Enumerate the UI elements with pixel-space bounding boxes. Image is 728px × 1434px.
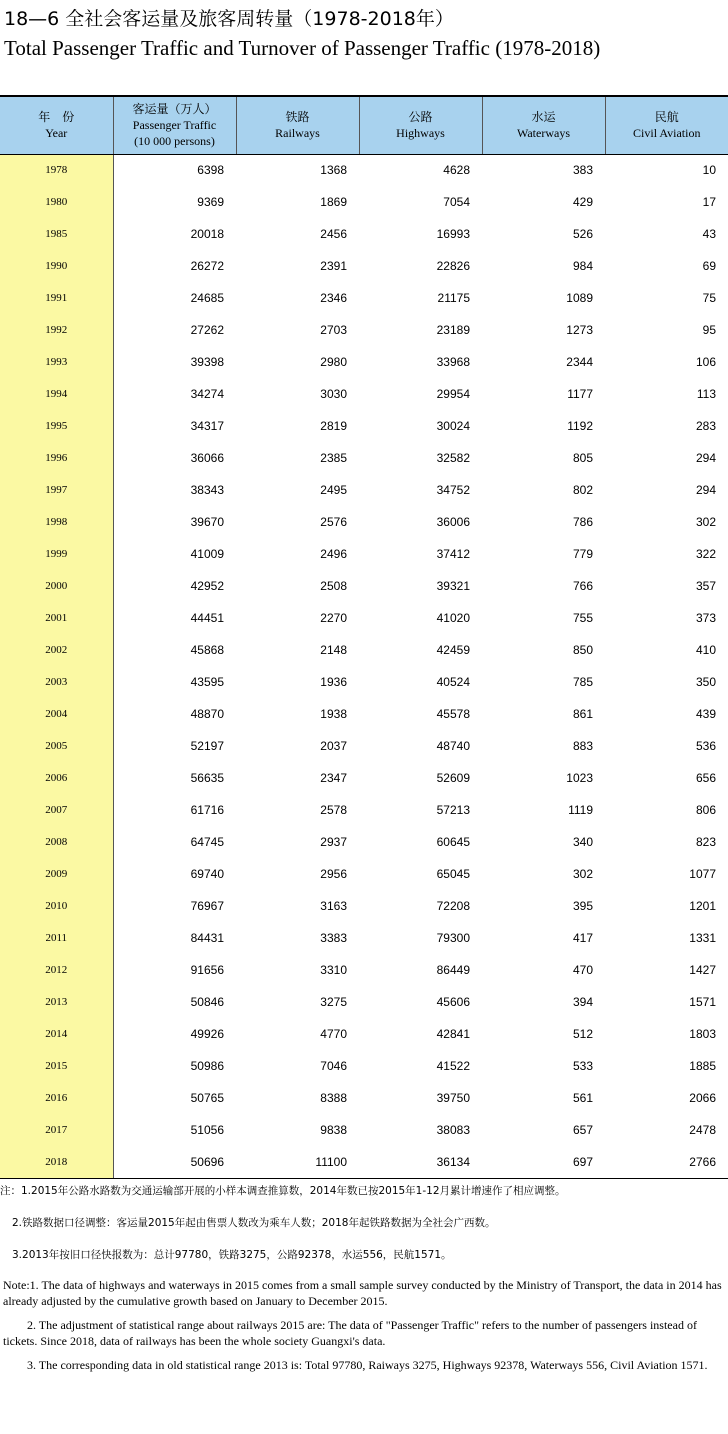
table-body bbox=[0, 154, 728, 1178]
cell-highways: 52609 bbox=[436, 771, 470, 785]
cell-passenger-traffic: 27262 bbox=[190, 323, 224, 337]
cell-highways: 79300 bbox=[436, 931, 470, 945]
cell-passenger-traffic: 50696 bbox=[113, 1146, 236, 1178]
table-row bbox=[0, 506, 728, 538]
cell-civil-aviation: 439 bbox=[695, 707, 716, 721]
table-row bbox=[0, 1114, 728, 1146]
cell-waterways: 1119 bbox=[568, 803, 593, 817]
cell-railways: 2956 bbox=[320, 867, 347, 881]
table-row bbox=[0, 634, 728, 666]
cell-passenger-traffic: 91656 bbox=[190, 963, 224, 977]
cell-waterways: 429 bbox=[572, 195, 593, 209]
cell-waterways: 1089 bbox=[566, 291, 593, 305]
cell-railways: 2346 bbox=[320, 291, 347, 305]
table-row bbox=[0, 730, 728, 762]
cell-highways: 45578 bbox=[436, 707, 470, 721]
table-row bbox=[0, 666, 728, 698]
cell-waterways: 861 bbox=[572, 707, 593, 721]
note-cn-1: 注：1.2015年公路水路数为交通运输部开展的小样本调查推算数，2014年数已按2015年1-12月累计增速作了相应调整。 bbox=[0, 1185, 566, 1197]
table-row bbox=[0, 218, 728, 250]
cell-passenger-traffic: 69740 bbox=[190, 867, 224, 881]
cell-civil-aviation: 1885 bbox=[689, 1059, 716, 1073]
cell-highways: 72208 bbox=[436, 899, 470, 913]
cell-railways: 2456 bbox=[320, 227, 347, 241]
cell-civil-aviation: 373 bbox=[695, 611, 716, 625]
cell-waterways: 470 bbox=[572, 963, 593, 977]
table-row bbox=[0, 378, 728, 410]
cell-railways: 2508 bbox=[320, 579, 347, 593]
header-highways-en: Highways bbox=[396, 126, 445, 141]
cell-waterways: 802 bbox=[572, 483, 593, 497]
table-row bbox=[0, 538, 728, 570]
cell-railways: 2576 bbox=[320, 515, 347, 529]
cell-waterways: 766 bbox=[572, 579, 593, 593]
header-year-en: Year bbox=[45, 126, 68, 141]
cell-passenger-traffic: 39670 bbox=[190, 515, 224, 529]
cell-passenger-traffic: 38343 bbox=[190, 483, 224, 497]
cell-civil-aviation: 95 bbox=[702, 323, 716, 337]
cell-highways: 60645 bbox=[436, 835, 470, 849]
cell-year: 1978 bbox=[0, 154, 113, 186]
cell-civil-aviation: 75 bbox=[702, 291, 716, 305]
cell-railways: 9838 bbox=[320, 1123, 347, 1137]
note-en-1: Note:1. The data of highways and waterways in 2015 comes from a small sample survey conducted by the Ministry of Transport, the data in 2014 has already adjusted by the cumulative growth based on January to December 2015. bbox=[3, 1278, 722, 1308]
cell-railways: 8388 bbox=[320, 1091, 347, 1105]
table-row bbox=[0, 858, 728, 890]
cell-civil-aviation: 656 bbox=[695, 771, 716, 785]
cell-passenger-traffic: 44451 bbox=[190, 611, 224, 625]
cell-railways: 3310 bbox=[320, 963, 347, 977]
cell-waterways: 1273 bbox=[566, 323, 593, 337]
cell-year: 1991 bbox=[0, 282, 113, 314]
cell-railways: 2148 bbox=[320, 643, 347, 657]
cell-passenger-traffic: 48870 bbox=[190, 707, 224, 721]
cell-waterways: 417 bbox=[572, 931, 593, 945]
cell-railways: 1938 bbox=[320, 707, 347, 721]
cell-waterways: 394 bbox=[572, 995, 593, 1009]
cell-passenger-traffic: 50846 bbox=[190, 995, 224, 1009]
cell-civil-aviation: 2066 bbox=[689, 1091, 716, 1105]
cell-civil-aviation: 322 bbox=[695, 547, 716, 561]
cell-civil-aviation: 823 bbox=[695, 835, 716, 849]
cell-passenger-traffic: 36066 bbox=[190, 451, 224, 465]
cell-civil-aviation: 69 bbox=[702, 259, 716, 273]
header-highways-cn: 公路 bbox=[408, 110, 433, 125]
cell-railways: 7046 bbox=[320, 1059, 347, 1073]
cell-civil-aviation: 2766 bbox=[605, 1146, 728, 1178]
cell-railways: 2037 bbox=[320, 739, 347, 753]
header-civil-aviation bbox=[605, 96, 728, 154]
cell-civil-aviation: 113 bbox=[696, 387, 716, 401]
cell-highways: 36134 bbox=[359, 1146, 482, 1178]
cell-waterways: 395 bbox=[572, 899, 593, 913]
table-row bbox=[0, 186, 728, 218]
cell-waterways: 512 bbox=[572, 1027, 593, 1041]
cell-year: 2011 bbox=[0, 922, 113, 954]
table-row bbox=[0, 762, 728, 794]
cell-highways: 30024 bbox=[436, 419, 470, 433]
cell-year: 2005 bbox=[0, 730, 113, 762]
table-row bbox=[0, 986, 728, 1018]
cell-highways: 7054 bbox=[443, 195, 470, 209]
cell-railways: 2270 bbox=[320, 611, 347, 625]
cell-railways: 3163 bbox=[320, 899, 347, 913]
cell-railways: 1936 bbox=[320, 675, 347, 689]
passenger-traffic-table bbox=[0, 95, 728, 1179]
cell-year: 2000 bbox=[0, 570, 113, 602]
cell-highways: 34752 bbox=[436, 483, 470, 497]
cell-passenger-traffic: 43595 bbox=[190, 675, 224, 689]
cell-civil-aviation: 350 bbox=[695, 675, 716, 689]
header-railways-cn: 铁路 bbox=[285, 110, 310, 125]
cell-passenger-traffic: 76967 bbox=[190, 899, 224, 913]
cell-year: 1990 bbox=[0, 250, 113, 282]
cell-highways: 37412 bbox=[436, 547, 470, 561]
cell-highways: 48740 bbox=[436, 739, 470, 753]
cell-waterways: 302 bbox=[572, 867, 593, 881]
cell-highways: 33968 bbox=[436, 355, 470, 369]
cell-year: 2003 bbox=[0, 666, 113, 698]
cell-civil-aviation: 43 bbox=[702, 227, 716, 241]
cell-passenger-traffic: 42952 bbox=[190, 579, 224, 593]
cell-civil-aviation: 1201 bbox=[689, 899, 716, 913]
header-year bbox=[0, 96, 113, 154]
header-passenger-traffic-unit: (10 000 persons) bbox=[134, 134, 215, 149]
cell-passenger-traffic: 34317 bbox=[190, 419, 224, 433]
table-row bbox=[0, 570, 728, 602]
cell-civil-aviation: 2478 bbox=[689, 1123, 716, 1137]
cell-highways: 23189 bbox=[436, 323, 470, 337]
cell-passenger-traffic: 20018 bbox=[190, 227, 224, 241]
cell-year: 1992 bbox=[0, 314, 113, 346]
page-title-en: Total Passenger Traffic and Turnover of Passenger Traffic (1978-2018) bbox=[4, 36, 601, 60]
cell-passenger-traffic: 6398 bbox=[197, 163, 224, 178]
cell-waterways: 561 bbox=[572, 1091, 593, 1105]
page-title-cn: 18—6 全社会客运量及旅客周转量（1978-2018年） bbox=[4, 8, 454, 30]
cell-year: 1994 bbox=[0, 378, 113, 410]
cell-railways: 3030 bbox=[320, 387, 347, 401]
cell-civil-aviation: 294 bbox=[695, 451, 716, 465]
cell-passenger-traffic: 41009 bbox=[190, 547, 224, 561]
cell-waterways: 657 bbox=[572, 1123, 593, 1137]
cell-year: 1999 bbox=[0, 538, 113, 570]
cell-passenger-traffic: 39398 bbox=[190, 355, 224, 369]
cell-waterways: 1023 bbox=[566, 771, 593, 785]
note-en-2: 2. The adjustment of statistical range about railways 2015 are: The data of "Passenger Traffic" refers to the number of passengers instead of tickets. Since 2018, data of railways has been the whole society Guangxi's data. bbox=[3, 1318, 697, 1348]
cell-year: 2018 bbox=[0, 1146, 113, 1178]
header-passenger-traffic-en: Passenger Traffic bbox=[132, 118, 217, 133]
cell-passenger-traffic: 34274 bbox=[190, 387, 224, 401]
cell-waterways: 984 bbox=[572, 259, 593, 273]
cell-passenger-traffic: 49926 bbox=[190, 1027, 224, 1041]
cell-year: 1997 bbox=[0, 474, 113, 506]
table-row bbox=[0, 282, 728, 314]
cell-highways: 29954 bbox=[436, 387, 470, 401]
cell-year: 1993 bbox=[0, 346, 113, 378]
cell-railways: 1368 bbox=[320, 163, 347, 178]
cell-highways: 57213 bbox=[436, 803, 470, 817]
table-row bbox=[0, 1082, 728, 1114]
cell-passenger-traffic: 84431 bbox=[190, 931, 224, 945]
header-highways bbox=[359, 96, 482, 154]
table-row bbox=[0, 314, 728, 346]
cell-passenger-traffic: 9369 bbox=[197, 195, 224, 209]
table-row bbox=[0, 954, 728, 986]
notes-chinese bbox=[0, 1183, 726, 1279]
cell-waterways: 2344 bbox=[566, 355, 593, 369]
header-civil-aviation-en: Civil Aviation bbox=[633, 126, 701, 141]
cell-year: 1996 bbox=[0, 442, 113, 474]
header-civil-aviation-cn: 民航 bbox=[654, 110, 679, 125]
cell-year: 2001 bbox=[0, 602, 113, 634]
header-railways bbox=[236, 96, 359, 154]
table-row bbox=[0, 826, 728, 858]
header-waterways bbox=[482, 96, 605, 154]
header-year-cn: 年 份 bbox=[38, 110, 75, 125]
cell-year: 2016 bbox=[0, 1082, 113, 1114]
table-row bbox=[0, 346, 728, 378]
table-row bbox=[0, 1050, 728, 1082]
cell-highways: 42459 bbox=[436, 643, 470, 657]
cell-passenger-traffic: 51056 bbox=[190, 1123, 224, 1137]
cell-civil-aviation: 283 bbox=[695, 419, 716, 433]
header-passenger-traffic bbox=[113, 96, 236, 154]
table-row bbox=[0, 474, 728, 506]
header-railways-en: Railways bbox=[275, 126, 320, 141]
cell-highways: 32582 bbox=[436, 451, 470, 465]
cell-highways: 42841 bbox=[436, 1027, 470, 1041]
cell-waterways: 340 bbox=[572, 835, 593, 849]
table-row bbox=[0, 922, 728, 954]
cell-highways: 45606 bbox=[436, 995, 470, 1009]
cell-highways: 86449 bbox=[436, 963, 470, 977]
table-row bbox=[0, 698, 728, 730]
cell-year: 2017 bbox=[0, 1114, 113, 1146]
cell-highways: 41522 bbox=[436, 1059, 470, 1073]
cell-railways: 2347 bbox=[320, 771, 347, 785]
cell-year: 2008 bbox=[0, 826, 113, 858]
cell-waterways: 785 bbox=[572, 675, 593, 689]
cell-railways: 2391 bbox=[320, 259, 347, 273]
header-waterways-cn: 水运 bbox=[531, 110, 556, 125]
cell-civil-aviation: 10 bbox=[702, 163, 716, 178]
cell-railways: 2937 bbox=[320, 835, 347, 849]
table-row bbox=[0, 794, 728, 826]
cell-civil-aviation: 1571 bbox=[689, 995, 716, 1009]
cell-civil-aviation: 1427 bbox=[689, 963, 716, 977]
cell-waterways: 383 bbox=[572, 163, 593, 178]
table-row bbox=[0, 890, 728, 922]
cell-civil-aviation: 106 bbox=[695, 355, 716, 369]
cell-highways: 39750 bbox=[436, 1091, 470, 1105]
header-passenger-traffic-cn: 客运量（万人） bbox=[132, 102, 217, 117]
cell-civil-aviation: 294 bbox=[695, 483, 716, 497]
cell-civil-aviation: 806 bbox=[695, 803, 716, 817]
cell-civil-aviation: 17 bbox=[702, 195, 716, 209]
cell-highways: 21175 bbox=[437, 291, 470, 305]
cell-waterways: 805 bbox=[572, 451, 593, 465]
cell-year: 2009 bbox=[0, 858, 113, 890]
cell-civil-aviation: 302 bbox=[695, 515, 716, 529]
cell-passenger-traffic: 61716 bbox=[190, 803, 224, 817]
cell-year: 2007 bbox=[0, 794, 113, 826]
cell-highways: 38083 bbox=[436, 1123, 470, 1137]
cell-year: 2015 bbox=[0, 1050, 113, 1082]
cell-civil-aviation: 1331 bbox=[689, 931, 716, 945]
cell-passenger-traffic: 50765 bbox=[190, 1091, 224, 1105]
cell-year: 1980 bbox=[0, 186, 113, 218]
notes-english bbox=[0, 1277, 724, 1381]
cell-year: 2014 bbox=[0, 1018, 113, 1050]
cell-highways: 40524 bbox=[436, 675, 470, 689]
cell-highways: 41020 bbox=[436, 611, 470, 625]
note-cn-2: 2.铁路数据口径调整：客运量2015年起由售票人数改为乘车人数；2018年起铁路数据为全社会广西数。 bbox=[12, 1217, 496, 1229]
cell-waterways: 697 bbox=[482, 1146, 605, 1178]
cell-passenger-traffic: 50986 bbox=[190, 1059, 224, 1073]
cell-civil-aviation: 410 bbox=[695, 643, 716, 657]
cell-railways: 3383 bbox=[320, 931, 347, 945]
cell-waterways: 533 bbox=[572, 1059, 593, 1073]
cell-highways: 39321 bbox=[436, 579, 470, 593]
cell-year: 1985 bbox=[0, 218, 113, 250]
table-row bbox=[0, 154, 728, 186]
cell-highways: 4628 bbox=[443, 163, 470, 178]
cell-year: 2010 bbox=[0, 890, 113, 922]
cell-railways: 4770 bbox=[320, 1027, 347, 1041]
cell-waterways: 1177 bbox=[567, 387, 593, 401]
cell-waterways: 526 bbox=[572, 227, 593, 241]
cell-highways: 22826 bbox=[436, 259, 470, 273]
cell-waterways: 786 bbox=[572, 515, 593, 529]
cell-passenger-traffic: 45868 bbox=[190, 643, 224, 657]
table-row bbox=[0, 1146, 728, 1178]
cell-railways: 2495 bbox=[320, 483, 347, 497]
cell-passenger-traffic: 52197 bbox=[190, 739, 224, 753]
cell-civil-aviation: 1803 bbox=[689, 1027, 716, 1041]
table-header-row bbox=[0, 96, 728, 154]
cell-railways: 2819 bbox=[320, 419, 347, 433]
table-row bbox=[0, 410, 728, 442]
cell-railways: 2703 bbox=[320, 323, 347, 337]
cell-highways: 65045 bbox=[436, 867, 470, 881]
cell-year: 1998 bbox=[0, 506, 113, 538]
table-row bbox=[0, 602, 728, 634]
table-row bbox=[0, 442, 728, 474]
cell-passenger-traffic: 26272 bbox=[190, 259, 224, 273]
cell-year: 2012 bbox=[0, 954, 113, 986]
cell-railways: 2385 bbox=[320, 451, 347, 465]
cell-railways: 3275 bbox=[320, 995, 347, 1009]
cell-passenger-traffic: 64745 bbox=[190, 835, 224, 849]
cell-railways: 1869 bbox=[320, 195, 347, 209]
cell-year: 2002 bbox=[0, 634, 113, 666]
cell-railways: 2496 bbox=[320, 547, 347, 561]
cell-highways: 36006 bbox=[436, 515, 470, 529]
cell-year: 2013 bbox=[0, 986, 113, 1018]
cell-waterways: 1192 bbox=[567, 419, 593, 433]
cell-waterways: 779 bbox=[572, 547, 593, 561]
cell-civil-aviation: 357 bbox=[695, 579, 716, 593]
cell-waterways: 850 bbox=[572, 643, 593, 657]
header-waterways-en: Waterways bbox=[516, 126, 570, 141]
cell-passenger-traffic: 24685 bbox=[190, 291, 224, 305]
table-row bbox=[0, 1018, 728, 1050]
cell-waterways: 755 bbox=[572, 611, 593, 625]
cell-highways: 16993 bbox=[436, 227, 470, 241]
cell-year: 2006 bbox=[0, 762, 113, 794]
cell-year: 2004 bbox=[0, 698, 113, 730]
cell-civil-aviation: 536 bbox=[695, 739, 716, 753]
note-cn-3: 3.2013年按旧口径快报数为：总计97780，铁路3275，公路92378，水运556，民航1571。 bbox=[12, 1249, 452, 1261]
table-row bbox=[0, 250, 728, 282]
cell-civil-aviation: 1077 bbox=[689, 867, 716, 881]
cell-waterways: 883 bbox=[572, 739, 593, 753]
cell-railways: 2578 bbox=[320, 803, 347, 817]
cell-railways: 2980 bbox=[320, 355, 347, 369]
cell-railways: 11100 bbox=[236, 1146, 359, 1178]
cell-year: 1995 bbox=[0, 410, 113, 442]
cell-passenger-traffic: 56635 bbox=[190, 771, 224, 785]
note-en-3: 3. The corresponding data in old statistical range 2013 is: Total 97780, Raiways 3275, Highways 92378, Waterways 556, Civil Aviation 1571. bbox=[27, 1358, 708, 1372]
